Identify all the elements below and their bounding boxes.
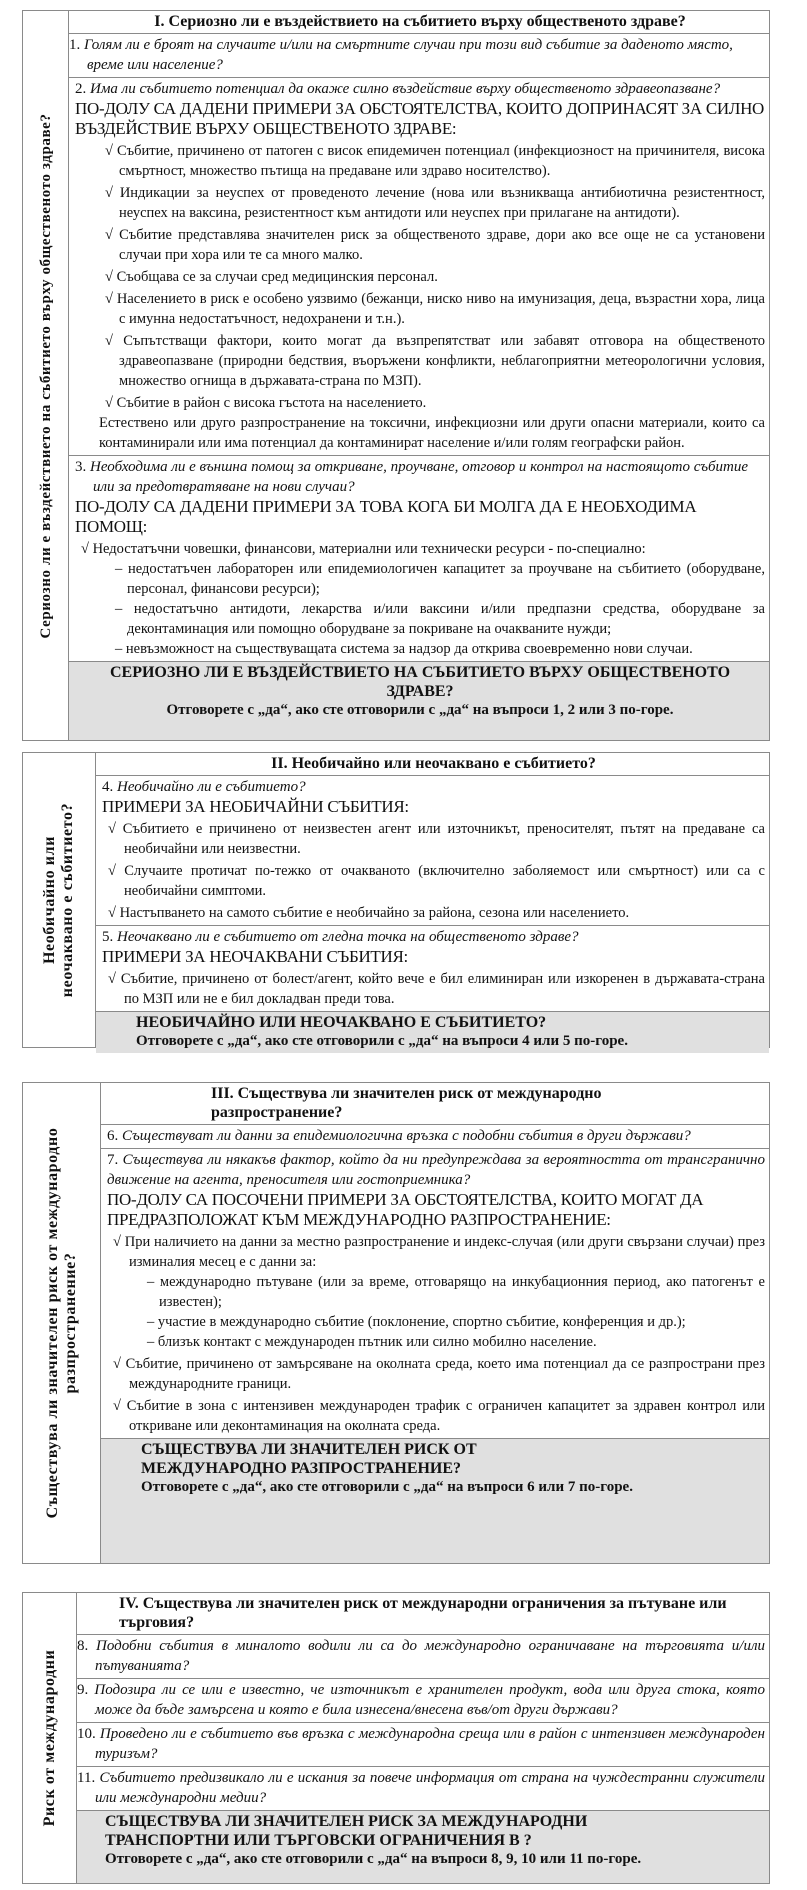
section-4-summary (77, 1811, 769, 1883)
section-2-title: II. Необичайно или неочаквано е събитието? (96, 753, 769, 776)
example-item: √ Недостатъчни човешки, финансови, материални или технически ресурси - по-специално: (81, 541, 646, 557)
section-3-side-label: Съществува ли значителен риск от международно разпространение? (43, 1127, 79, 1519)
example-item: √ Събитие представлява значителен риск за общественото здраве, дори ако все още не са установени случаи при хора или те са много малко. (105, 227, 765, 263)
example-subitem: – участие в международно събитие (поклонение, спортно събитие, конференция и др.); (147, 1314, 686, 1330)
example-item: √ Събитие в зона с интензивен международен трафик с ограничен капацитет за здравен контрол или откриване или деконтаминация на околната среда. (113, 1398, 765, 1434)
question-11: 11. Събитието предизвикало ли е искания за повече информация от страна на чуждестранни служители или международни медии? (77, 1767, 769, 1811)
example-subitem: – международно пътуване (или за време, отговарящо на инкубационния период, ако патогенът е известен); (147, 1274, 765, 1310)
example-item: √ Населението в риск е особено уязвимо (бежанци, ниско ниво на имунизация, деца, възрастни хора, лица с имунна недостатъчност, недохранени и т.н.). (105, 291, 765, 327)
examples-heading: ПО-ДОЛУ СА ДАДЕНИ ПРИМЕРИ ЗА ОБСТОЯТЕЛСТВА, КОИТО ДОПРИНАСЯТ ЗА СИЛНО ВЪЗДЕЙСТВИЕ ВЪРХУ ОБЩЕСТВЕНОТО ЗДРАВЕ: (75, 99, 765, 138)
example-subitem: – близък контакт с международен пътник или силно мобилно население. (147, 1334, 597, 1350)
example-subitem: – недостатъчно антидоти, лекарства и/или ваксини и/или предпазни средства, оборудване за деконтаминация или помощно оборудване за покриване на очакваните нужди; (115, 601, 765, 637)
summary-title: НЕОБИЧАЙНО ИЛИ НЕОЧАКВАНО Е СЪБИТИЕТО? (136, 1014, 547, 1031)
section-1-side-label: Сериозно ли е въздействието на събитието върху общественото здраве? (37, 112, 54, 639)
example-extra: Естествено или друго разпространение на токсични, инфекциозни или други опасни материали, които са контаминирали или има потенциал да контаминират население и/или голям географски район. (99, 415, 765, 451)
section-4-side-cell (23, 1593, 77, 1883)
section-1-side-cell (23, 11, 69, 740)
examples-heading: ПРИМЕРИ ЗА НЕОЧАКВАНИ СЪБИТИЯ: (102, 947, 408, 966)
section-4-travel-trade-restrictions (22, 1592, 770, 1884)
example-subitem: – невъзможност на съществуващата система за надзор да открива своевременно нови случаи. (115, 641, 693, 657)
example-item: √ Индикации за неуспех от проведеното лечение (нова или възникваща антибиотична резистентност, неуспех на ваксина, резистентност към антидоти или неуспех при прилагане на антидоти). (105, 185, 765, 221)
example-item: √ Събитието е причинено от неизвестен агент или източникът, преносителят, пътят на предаване са необичайни или неизвестни. (108, 821, 765, 857)
question-6: 6. Съществуват ли данни за епидемиологична връзка с подобни събития в други държави? (101, 1125, 769, 1149)
section-1-summary (69, 662, 769, 740)
examples-heading: ПО-ДОЛУ СА ПОСОЧЕНИ ПРИМЕРИ ЗА ОБСТОЯТЕЛСТВА, КОИТО МОГАТ ДА ПРЕДРАЗПОЛОЖАТ КЪМ МЕЖДУНАРОДНО РАЗПРОСТРАНЕНИЕ: (107, 1190, 704, 1229)
summary-note: Отговорете с „да“, ако сте отговорили с „да“ на въпроси 4 или 5 по-горе. (136, 1033, 628, 1049)
example-subitem: – недостатъчен лабораторен или епидемиологичен капацитет за проучване на събитието (оборудване, персонал, финансови ресурси); (115, 561, 765, 597)
example-item: √ Случаите протичат по-тежко от очакваното (включително заболяемост или смъртност) или са с необичайни симптоми. (108, 863, 765, 899)
summary-note: Отговорете с „да“, ако сте отговорили с „да“ на въпроси 6 или 7 по-горе. (141, 1479, 633, 1495)
example-item: √ Съобщава се за случаи сред медицинския персонал. (105, 269, 438, 285)
question-4: 4. Необичайно ли е събитието? ПРИМЕРИ ЗА НЕОБИЧАЙНИ СЪБИТИЯ: √ Събитието е причинено от неизвестен агент или източникът, преносителят, пътят на предаване са необичайни или неизвестни. √ Случаите протичат по-тежко от очакваното (включително заболяемост или смъртност) или са с необичайни симптоми. √ Настъпването на самото събитие е необичайно за района, сезона или населението. (96, 776, 769, 926)
examples-heading: ПРИМЕРИ ЗА НЕОБИЧАЙНИ СЪБИТИЯ: (102, 797, 409, 816)
question-1: 1. Голям ли е броят на случаите и/или на смъртните случаи при този вид събитие за даденото място, време или население? (69, 34, 769, 78)
question-10: 10. Проведено ли е събитието във връзка с международна среща или в район с интензивен международен туризъм? (77, 1723, 769, 1767)
section-1-serious-impact (22, 10, 770, 741)
example-item: √ Събитие в район с висока гъстота на населението. (105, 395, 427, 411)
summary-title: СЪЩЕСТВУВА ЛИ ЗНАЧИТЕЛЕН РИСК ОТ МЕЖДУНАРОДНО РАЗПРОСТРАНЕНИЕ? (141, 1441, 477, 1477)
section-2-side-cell (23, 753, 96, 1047)
question-2: 2. Има ли събитието потенциал да окаже силно въздействие върху общественото здравеопазване? ПО-ДОЛУ СА ДАДЕНИ ПРИМЕРИ ЗА ОБСТОЯТЕЛСТВА, КОИТО ДОПРИНАСЯТ ЗА СИЛНО ВЪЗДЕЙСТВИЕ ВЪРХУ ОБЩЕСТВЕНОТО ЗДРАВЕ: √ Събитие, причинено от патоген с висок епидемичен потенциал (инфекциозност на причинителя, висока смъртност, множество пътища на предаване или здраво носителство). √ Индикации за неуспех от проведеното лечение (нова или възникваща антибиотична резистентност, неуспех на ваксина, резистентност към антидоти или неуспех при прилагане на антидоти). √ Събитие представлява значителен риск за общественото здраве, дори ако все още не са установени случаи при хора или те са много малко. √ Съобщава се за случаи сред медицинския персонал. √ Населението в риск е особено уязвимо (бежанци, ниско ниво на имунизация, деца, възрастни хора, лица с имунна недостатъчност, недохранени и т.н.). √ Съпътстващи фактори, които могат да възпрепятстват или забавят отговора на общественото здравеопазване (природни бедствия, въоръжени конфликти, неблагоприятни метеорологични условия, множество огнища в държавата-страна по МЗП). √ Събитие в район с висока гъстота на населението. Естествено или друго разпространение на токсични, инфекциозни или други опасни материали, които са контаминирали или има потенциал да контаминират население и/или голям географски район. (69, 78, 769, 456)
summary-title: СЪЩЕСТВУВА ЛИ ЗНАЧИТЕЛЕН РИСК ЗА МЕЖДУНАРОДНИ ТРАНСПОРТНИ ИЛИ ТЪРГОВСКИ ОГРАНИЧЕНИЯ В ? (105, 1813, 588, 1849)
summary-title: СЕРИОЗНО ЛИ Е ВЪЗДЕЙСТВИЕТО НА СЪБИТИЕТО ВЪРХУ ОБЩЕСТВЕНОТО ЗДРАВЕ? (109, 664, 731, 700)
example-item: √ Събитие, причинено от болест/агент, който вече е бил елиминиран или изкоренен в държавата-страна по МЗП или не е бил докладван преди това. (108, 971, 765, 1007)
question-8: 8. Подобни събития в миналото водили ли са до международно ограничаване на търговията и/или пътуванията? (77, 1635, 769, 1679)
example-item: √ Настъпването на самото събитие е необичайно за района, сезона или населението. (108, 905, 630, 921)
section-1-title: I. Сериозно ли е въздействието на събитието върху общественото здраве? (69, 11, 769, 34)
section-3-international-spread (22, 1082, 770, 1564)
summary-note: Отговорете с „да“, ако сте отговорили с „да“ на въпроси 1, 2 или 3 по-горе. (166, 702, 674, 718)
example-item: √ При наличието на данни за местно разпространение и индекс-случая (или други свързани случаи) през изминалия месец е с данни за: (113, 1234, 765, 1270)
section-4-title: IV. Съществува ли значителен риск от международни ограничения за пътуване или търговия? (77, 1593, 769, 1635)
section-2-unusual-event (22, 752, 770, 1048)
summary-note: Отговорете с „да“, ако сте отговорили с „да“ на въпроси 8, 9, 10 или 11 по-горе. (105, 1851, 642, 1867)
example-item: √ Събитие, причинено от патоген с висок епидемичен потенциал (инфекциозност на причинителя, висока смъртност, множество пътища на предаване или здраво носителство). (105, 143, 765, 179)
question-3: 3. Необходима ли е външна помощ за откриване, проучване, отговор и контрол на настоящото събитие или за предотвратяване на нови случаи? ПО-ДОЛУ СА ДАДЕНИ ПРИМЕРИ ЗА ТОВА КОГА БИ МОЛГА ДА Е НЕОБХОДИМА ПОМОЩ: √ Недостатъчни човешки, финансови, материални или технически ресурси - по-специално: – недостатъчен лабораторен или епидемиологичен капацитет за проучване на събитието (оборудване, персонал, финансови ресурси); – недостатъчно антидоти, лекарства и/или ваксини и/или предпазни средства, оборудване за деконтаминация или помощно оборудване за покриване на очакваните нужди; – невъзможност на съществуващата система за надзор да открива своевременно нови случаи. (69, 456, 769, 662)
section-3-summary (101, 1439, 769, 1563)
question-7: 7. Съществува ли някакъв фактор, който да ни предупреждава за вероятността от трансгранично движение на агента, преносителя или гостоприемника? ПО-ДОЛУ СА ПОСОЧЕНИ ПРИМЕРИ ЗА ОБСТОЯТЕЛСТВА, КОИТО МОГАТ ДА ПРЕДРАЗПОЛОЖАТ КЪМ МЕЖДУНАРОДНО РАЗПРОСТРАНЕНИЕ: √ При наличието на данни за местно разпространение и индекс-случая (или други свързани случаи) през изминалия месец е с данни за: – международно пътуване (или за време, отговарящо на инкубационния период, ако патогенът е известен); – участие в международно събитие (поклонение, спортно събитие, конференция и др.); – близък контакт с международен пътник или силно мобилно население. √ Събитие, причинено от замърсяване на околната среда, което има потенциал да се разпространи през международните граници. √ Събитие в зона с интензивен международен трафик с ограничен капацитет за здравен контрол или откриване или деконтаминация на околната среда. (101, 1149, 769, 1439)
examples-heading: ПО-ДОЛУ СА ДАДЕНИ ПРИМЕРИ ЗА ТОВА КОГА БИ МОЛГА ДА Е НЕОБХОДИМА ПОМОЩ: (75, 497, 697, 536)
section-3-title: III. Съществува ли значителен риск от международно разпространение? (101, 1083, 769, 1125)
section-3-side-cell (23, 1083, 101, 1563)
example-item: √ Събитие, причинено от замърсяване на околната среда, което има потенциал да се разпространи през международните граници. (113, 1356, 765, 1392)
section-2-side-label: Необичайно или неочаквано е събитието? (41, 802, 76, 998)
section-4-side-label: Риск от международни (40, 1649, 58, 1827)
question-5: 5. Неочаквано ли е събитието от гледна точка на общественото здраве? ПРИМЕРИ ЗА НЕОЧАКВАНИ СЪБИТИЯ: √ Събитие, причинено от болест/агент, който вече е бил елиминиран или изкоренен в държавата-страна по МЗП или не е бил докладван преди това. (96, 926, 769, 1012)
example-item: √ Съпътстващи фактори, които могат да възпрепятстват или забавят отговора на общественото здравеопазване (природни бедствия, въоръжени конфликти, неблагоприятни метеорологични условия, множество огнища в държавата-страна по МЗП). (105, 333, 765, 389)
question-9: 9. Подозира ли се или е известно, че източникът е хранителен продукт, вода или друга стока, която може да бъде замърсена и която е била изнесена/внесена във/от други държави? (77, 1679, 769, 1723)
section-2-summary (96, 1012, 769, 1053)
